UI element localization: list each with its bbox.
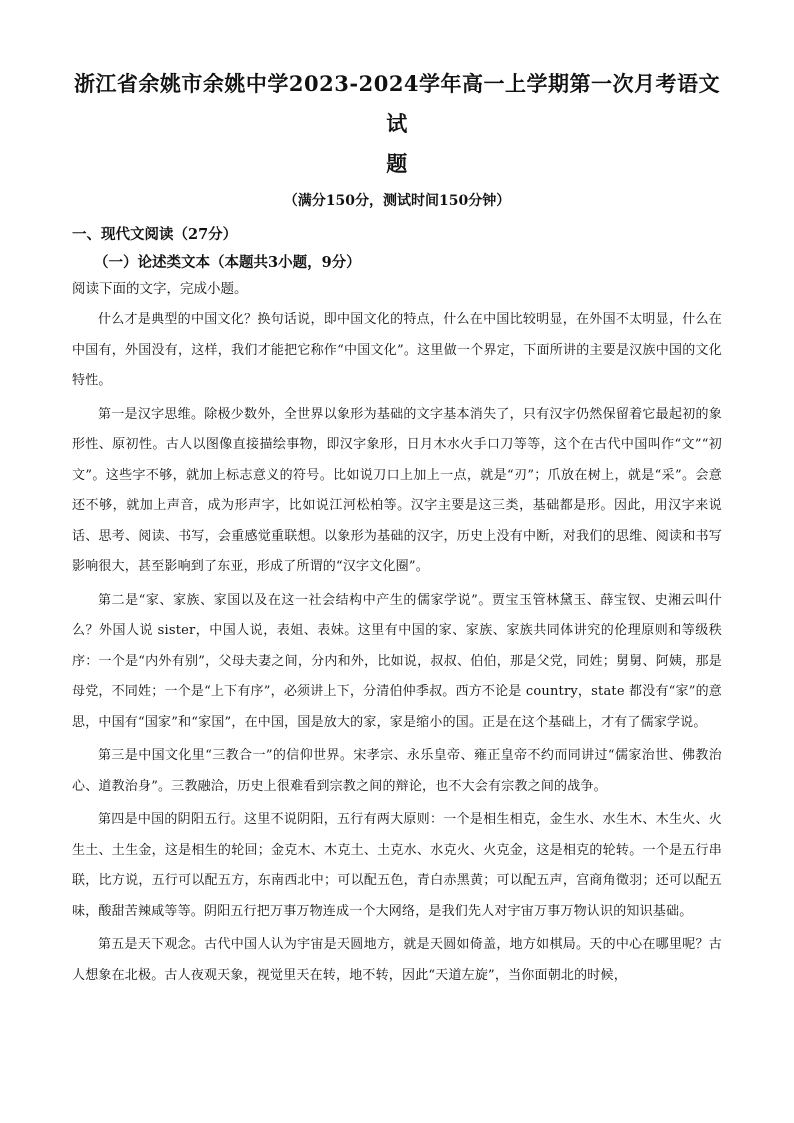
paragraph: 第四是中国的阴阳五行。这里不说阴阳，五行有两大原则：一个是相生相克，金生水、水生木、木生火、火生土、土生金，这是相生的轮回；金克木、木克土、土克水、水克火、火克金，这是相克的轮转。一个是五行串联，比方说，五行可以配五方，东南西北中；可以配五色，青白赤黑黄；可以配五声，宫商角徵羽；还可以配五味，酸甜苦辣咸等等。阴阳五行把万事万物连成一个大网络，是我们先人对宇宙万事万物认识的知识基础。 (72, 812, 722, 919)
paragraph: 第一是汉字思维。除极少数外，全世界以象形为基础的文字基本消失了，只有汉字仍然保留着它最起初的象形性、原初性。古人以图像直接描绘事物，即汉字象形，日月木水火手口刀等等，这个在古代中国叫作“文”“初文”。这些字不够，就加上标志意义的符号。比如说刀口上加上一点，就是“刃”；爪放在树上，就是“采”。会意还不够，就加上声音，成为形声字，比如说江河松柏等。汉字主要是这三类，基础都是形。因此，用汉字来说话、思考、阅读、书写，会重感觉重联想。以象形为基础的汉字，历史上没有中断，对我们的思维、阅读和书写影响很大，甚至影响到了东亚，形成了所谓的“汉字文化圈”。 (72, 406, 722, 574)
section-heading: 一、现代文阅读（27分） (72, 226, 238, 243)
exam-info: （满分150分，测试时间150分钟） (283, 193, 511, 209)
subsection-heading: （一）论述类文本（本题共3小题，9分） (94, 254, 361, 271)
paragraph: 什么才是典型的中国文化？换句话说，即中国文化的特点，什么在中国比较明显，在外国不太明显，什么在中国有，外国没有，这样，我们才能把它称作“中国文化”。这里做一个界定，下面所讲的主要是汉族中国的文化特性。 (72, 312, 722, 388)
paragraph: 第二是“家、家族、家国以及在这一社会结构中产生的儒家学说”。贾宝玉管林黛玉、薛宝钗、史湘云叫什么？外国人说 sister，中国人说，表姐、表妹。这里有中国的家、家族、家族共同体讲究的伦理原则和等级秩序：一个是“内外有别”，父母夫妻之间，分内和外，比如说，叔叔、伯伯，那是父党，同姓；舅舅、阿姨，那是母党，不同姓；一个是“上下有序”，必须讲上下，分清伯仲季叔。西方不论是 country，state 都没有“家”的意思，中国有“国家”和“家国”，在中国，国是放大的家，家是缩小的国。正是在这个基础上，才有了儒家学说。 (72, 592, 722, 730)
reading-passage (72, 305, 722, 991)
document-title (72, 64, 722, 184)
title-line-1: 浙江省余姚市余姚中学2023-2024学年高一上学期第一次月考语文试 (73, 71, 721, 136)
reading-instruction: 阅读下面的文字，完成小题。 (72, 281, 248, 297)
paragraph: 第三是中国文化里“三教合一”的信仰世界。宋孝宗、永乐皇帝、雍正皇帝不约而同讲过“儒家治世、佛教治心、道教治身”。三教融洽，历史上很难看到宗教之间的辩论，也不大会有宗教之间的战争。 (72, 748, 722, 794)
paragraph: 第五是天下观念。古代中国人认为宇宙是天圆地方，就是天圆如倚盖，地方如棋局。天的中心在哪里呢？古人想象在北极。古人夜观天象，视觉里天在转，地不转，因此“天道左旋”，当你面朝北的时候， (72, 937, 722, 983)
title-line-2: 题 (386, 151, 408, 176)
